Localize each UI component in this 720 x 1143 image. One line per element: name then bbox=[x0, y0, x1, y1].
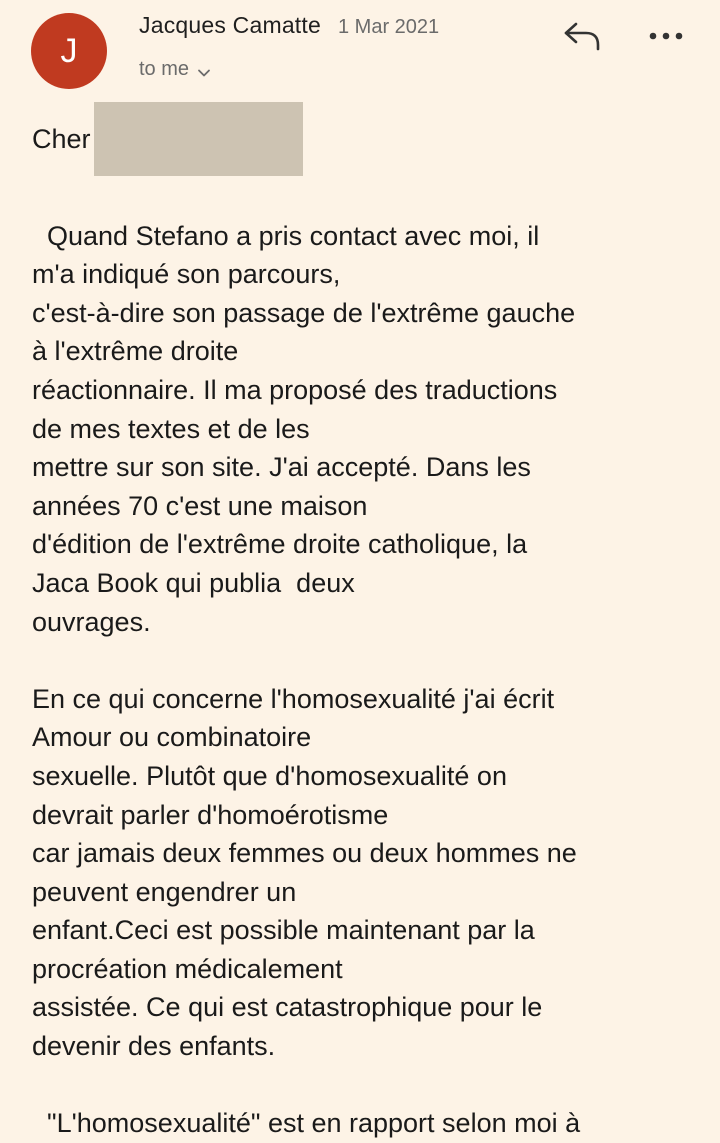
sender-avatar[interactable] bbox=[31, 13, 107, 89]
text-line: m'a indiqué son parcours, bbox=[32, 259, 341, 290]
text-line: assistée. Ce qui est catastrophique pour le bbox=[32, 992, 543, 1023]
greeting-line bbox=[32, 120, 702, 178]
text-line: mettre sur son site. J'ai accepté. Dans les bbox=[32, 452, 531, 483]
text-line: procréation médicalement bbox=[32, 953, 343, 984]
text-line: Quand Stefano a pris contact avec moi, il bbox=[32, 220, 540, 251]
text-line: d'édition de l'extrême droite catholique, la bbox=[32, 529, 528, 560]
paragraph-spacer bbox=[32, 178, 702, 217]
text-line: En ce qui concerne l'homosexualité j'ai écrit bbox=[32, 683, 555, 714]
text-line: enfant.Ceci est possible maintenant par la bbox=[32, 915, 535, 946]
text-line: de mes textes et de les bbox=[32, 413, 310, 444]
text-line: années 70 c'est une maison bbox=[32, 490, 368, 521]
text-line: peuvent engendrer un bbox=[32, 876, 297, 907]
text-line: sexuelle. Plutôt que d'homosexualité on bbox=[32, 760, 507, 791]
more-options-button[interactable] bbox=[648, 22, 684, 50]
paragraph-2 bbox=[32, 680, 702, 1066]
text-line: devrait parler d'homoérotisme bbox=[32, 799, 389, 830]
chevron-down-icon bbox=[197, 63, 211, 77]
text-line: "L'homosexualité" est en rapport selon moi à bbox=[32, 1108, 581, 1139]
paragraph-spacer bbox=[32, 641, 702, 680]
redacted-recipient-name bbox=[94, 102, 303, 176]
paragraph-3 bbox=[32, 1104, 702, 1143]
reply-arrow-icon bbox=[562, 41, 602, 58]
text-line: c'est-à-dire son passage de l'extrême gauche bbox=[32, 297, 576, 328]
recipient-label: to me bbox=[139, 58, 190, 80]
sender-line bbox=[139, 12, 439, 39]
greeting-word: Cher bbox=[32, 124, 91, 154]
recipient-toggle[interactable] bbox=[139, 58, 211, 81]
text-line: à l'extrême droite bbox=[32, 336, 239, 367]
text-line: Amour ou combinatoire bbox=[32, 722, 312, 753]
message-header bbox=[0, 0, 720, 100]
more-horizontal-icon bbox=[648, 37, 684, 54]
text-line: devenir des enfants. bbox=[32, 1031, 276, 1062]
message-body bbox=[32, 120, 702, 1143]
sender-name[interactable]: Jacques Camatte bbox=[139, 12, 321, 38]
avatar-initial: J bbox=[60, 31, 78, 70]
paragraph-1 bbox=[32, 217, 702, 642]
text-line: réactionnaire. Il ma proposé des traductions bbox=[32, 374, 558, 405]
text-line: ouvrages. bbox=[32, 606, 151, 637]
text-line: car jamais deux femmes ou deux hommes ne bbox=[32, 838, 577, 869]
reply-button[interactable] bbox=[562, 18, 602, 54]
message-date: 1 Mar 2021 bbox=[337, 16, 440, 38]
text-line: Jaca Book qui publia deux bbox=[32, 567, 355, 598]
paragraph-spacer bbox=[32, 1066, 702, 1105]
